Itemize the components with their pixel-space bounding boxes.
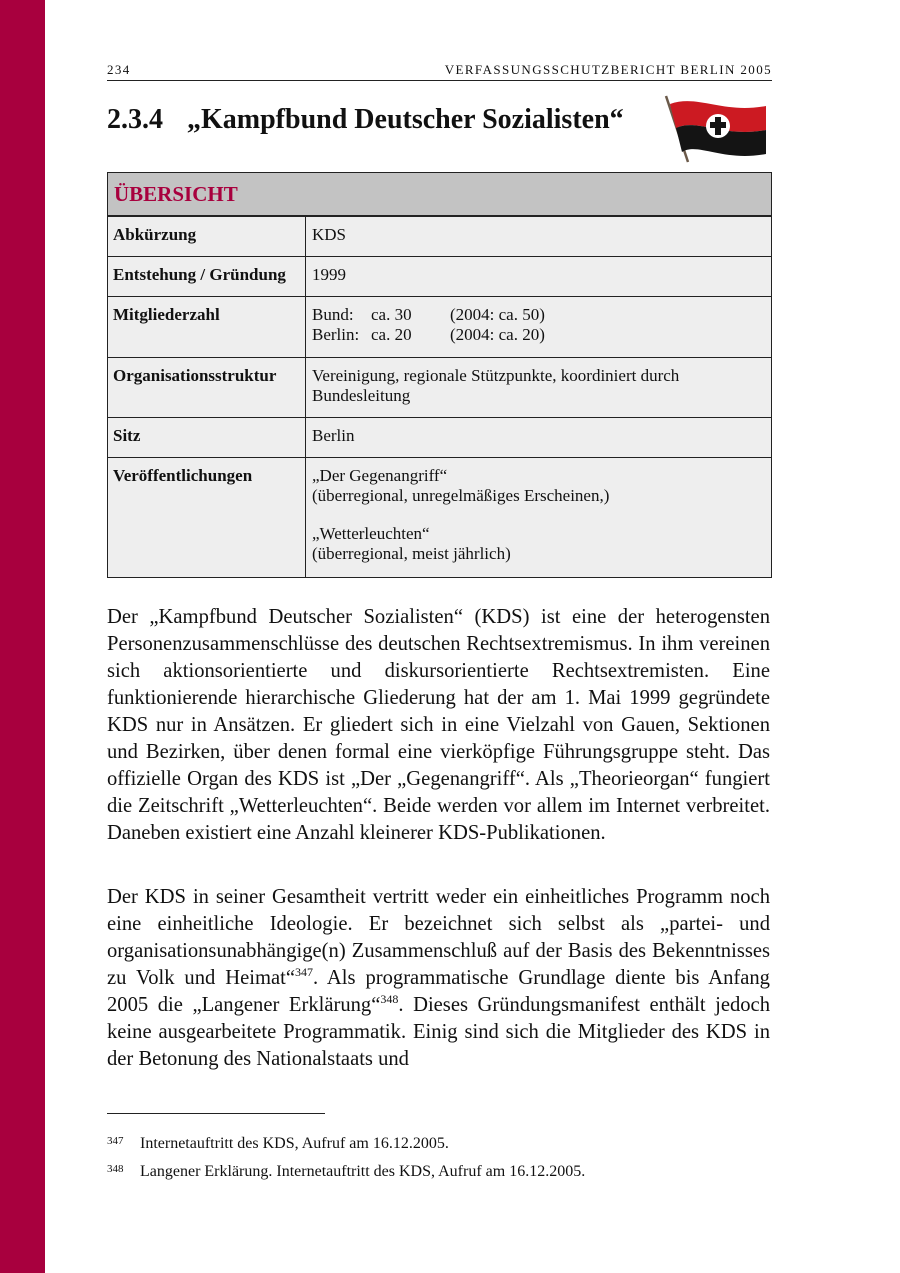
footnote-number: 348 — [107, 1163, 124, 1175]
running-header — [107, 62, 772, 81]
member-count-line — [312, 325, 771, 345]
row-value — [306, 297, 771, 357]
member-place: Bund: — [312, 305, 354, 324]
row-label: Entstehung / Gründung — [108, 257, 306, 296]
footnote-number: 347 — [107, 1135, 124, 1147]
row-label: Mitgliederzahl — [108, 297, 306, 357]
footnote — [107, 1163, 585, 1181]
footnote-ref[interactable]: 347 — [295, 965, 313, 980]
body-paragraph: Der „Kampfbund Deutscher Sozialisten“ (KDS) ist eine der heterogensten Personenzusammenschlüsse des deutschen Rechtsextremismus. In ihm vereinen sich aktionsorientierte und diskursorientierte Rechtsextremisten. Eine funktionierende hierarchische Gliederung hat der am 1. Mai 1999 gegründete KDS nur in Ansätzen. Er gliedert sich in eine Vielzahl von Gauen, Sektionen und Bezirken, über denen formal eine vierköpfige Führungsgruppe steht. Das offizielle Organ des KDS ist „Der „Gegenangriff“. Als „Theorieorgan“ fungiert die Zeitschrift „Wetterleuchten“. Beide werden vor allem im Internet verbreitet. Daneben existiert eine Anzahl kleinerer KDS-Publikationen. — [107, 606, 770, 844]
row-value — [306, 458, 771, 577]
section-title: „Kampfbund Deutscher Sozialisten“ — [187, 104, 624, 135]
publication-title: „Der Gegenangriff“ — [312, 466, 448, 485]
footnote-text: Internetauftritt des KDS, Aufruf am 16.12.2005. — [140, 1135, 449, 1152]
table-row — [108, 457, 771, 577]
body-paragraph — [107, 884, 770, 1073]
publication-note: (überregional, meist jährlich) — [312, 544, 511, 563]
publication-note: (überregional, unregelmäßiges Erscheinen,) — [312, 486, 610, 505]
footnote — [107, 1135, 449, 1153]
table-row — [108, 216, 771, 256]
row-value: KDS — [312, 225, 347, 244]
member-count: ca. 20 — [371, 325, 412, 344]
running-title: VERFASSUNGSSCHUTZBERICHT BERLIN 2005 — [444, 62, 772, 77]
publication-entry — [312, 466, 771, 506]
paragraph-text: . Als programmatische Grundlage diente bis Anfang 2005 die „Langener Erklärung“ — [107, 967, 770, 1016]
member-count: ca. 30 — [371, 305, 412, 324]
overview-heading: ÜBERSICHT — [108, 173, 771, 216]
paragraph-text: Der KDS in seiner Gesamtheit vertritt weder ein einheitliches Programm noch eine einheitliche Ideologie. Er bezeichnet sich selbst als „partei- und organisationsunabhängige(n) Zusammenschluß auf der Basis des Bekenntnisses zu Volk und Heimat“ — [107, 886, 770, 989]
table-row — [108, 417, 771, 457]
footnote-text: Langener Erklärung. Internetauftritt des KDS, Aufruf am 16.12.2005. — [140, 1163, 586, 1180]
page-number: 234 — [107, 62, 131, 77]
member-count-line — [312, 305, 771, 325]
row-label: Organisationsstruktur — [108, 358, 306, 417]
table-row — [108, 357, 771, 417]
publication-title: „Wetterleuchten“ — [312, 524, 430, 543]
paragraph-text: . Dieses Gründungsmanifest enthält jedoch keine ausgearbeitete Programmatik. Einig sind sich die Mitglieder des KDS in der Betonung des Nationalstaats und — [107, 994, 770, 1070]
footnote-ref[interactable]: 348 — [380, 992, 399, 1007]
row-label: Sitz — [108, 418, 306, 457]
overview-table — [107, 172, 772, 578]
section-number: 2.3.4 — [107, 104, 163, 135]
row-value: 1999 — [312, 265, 346, 284]
row-label: Abkürzung — [108, 217, 306, 256]
table-row — [108, 256, 771, 296]
row-value: Vereinigung, regionale Stützpunkte, koordiniert durch Bundesleitung — [312, 366, 680, 405]
page-margin-band — [0, 0, 45, 1273]
member-prev: (2004: ca. 20) — [450, 325, 545, 344]
section-heading — [107, 104, 624, 136]
member-prev: (2004: ca. 50) — [450, 305, 545, 324]
flag-icon — [660, 92, 772, 164]
table-row — [108, 296, 771, 357]
row-label: Veröffentlichungen — [108, 458, 306, 577]
member-place: Berlin: — [312, 325, 360, 344]
footnote-divider — [107, 1113, 325, 1114]
row-value: Berlin — [312, 426, 355, 445]
publication-entry — [312, 524, 771, 564]
